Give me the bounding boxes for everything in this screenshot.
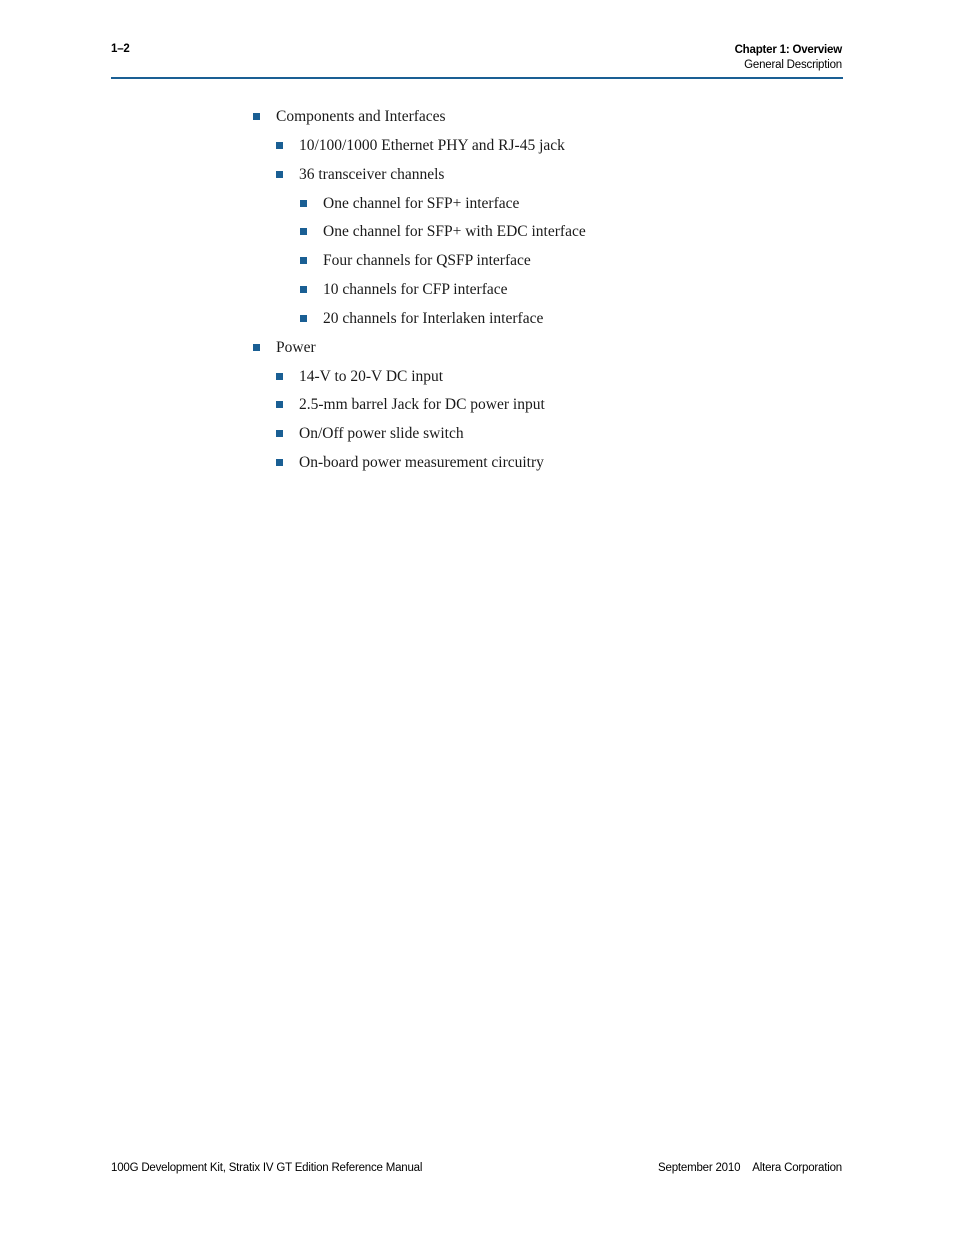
- list-item-text: Components and Interfaces: [276, 108, 446, 125]
- section-title: General Description: [744, 59, 842, 71]
- square-bullet-icon: [253, 344, 260, 351]
- square-bullet-icon: [276, 373, 283, 380]
- square-bullet-icon: [276, 401, 283, 408]
- list-item-text: 36 transceiver channels: [299, 166, 445, 183]
- manual-title: 100G Development Kit, Stratix IV GT Edition Reference Manual: [111, 1162, 423, 1174]
- list-item-text: One channel for SFP+ interface: [323, 195, 520, 212]
- list-item-text: Four channels for QSFP interface: [323, 252, 531, 269]
- square-bullet-icon: [253, 113, 260, 120]
- square-bullet-icon: [276, 430, 283, 437]
- list-item-text: 2.5-mm barrel Jack for DC power input: [299, 396, 545, 413]
- chapter-title: Chapter 1: Overview: [734, 44, 842, 56]
- square-bullet-icon: [276, 459, 283, 466]
- square-bullet-icon: [300, 315, 307, 322]
- square-bullet-icon: [276, 142, 283, 149]
- footer-right: [658, 1162, 842, 1174]
- running-header: [735, 43, 842, 73]
- list-item-text: 10/100/1000 Ethernet PHY and RJ-45 jack: [299, 137, 565, 154]
- list-item-text: 14-V to 20-V DC input: [299, 368, 444, 385]
- header-rule: [111, 77, 843, 79]
- list-item-text: 20 channels for Interlaken interface: [323, 310, 544, 327]
- list-item-text: On/Off power slide switch: [299, 425, 464, 442]
- list-item-text: 10 channels for CFP interface: [323, 281, 508, 298]
- square-bullet-icon: [300, 286, 307, 293]
- publication-date: September 2010: [658, 1162, 741, 1174]
- square-bullet-icon: [300, 228, 307, 235]
- list-item-text: One channel for SFP+ with EDC interface: [323, 223, 586, 240]
- list-item-text: Power: [276, 339, 316, 356]
- page-number: 1–2: [111, 43, 130, 55]
- list-item-text: On-board power measurement circuitry: [299, 454, 544, 471]
- square-bullet-icon: [276, 171, 283, 178]
- square-bullet-icon: [300, 200, 307, 207]
- square-bullet-icon: [300, 257, 307, 264]
- company-name: Altera Corporation: [752, 1162, 842, 1174]
